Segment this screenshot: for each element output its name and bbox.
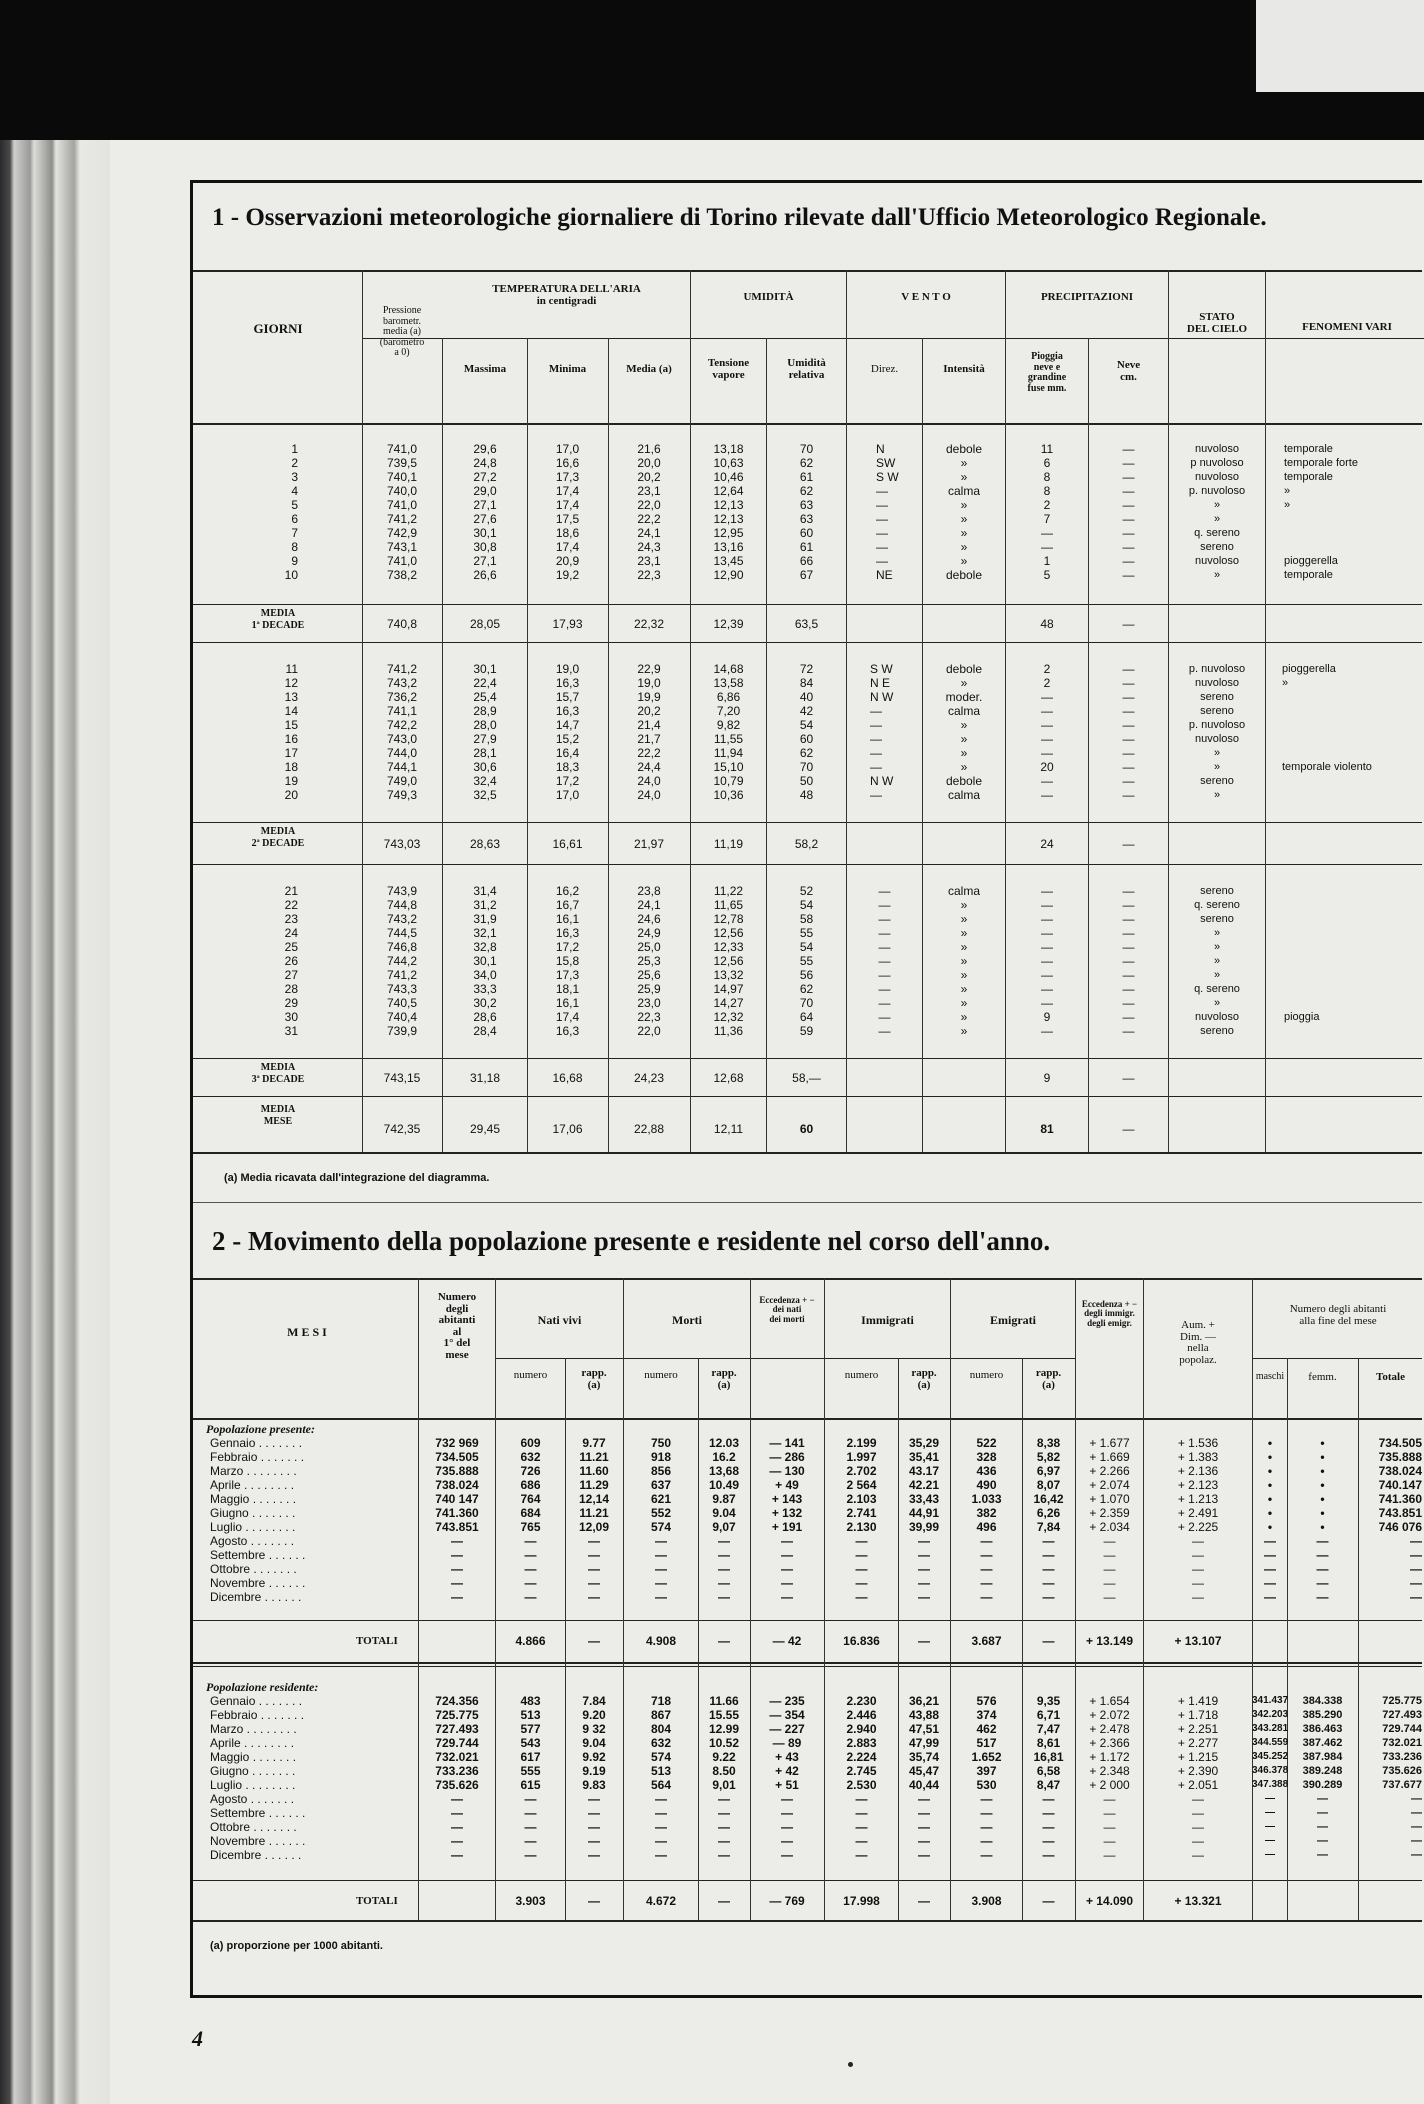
t1-media-mese-label: MEDIA MESE [260,1104,296,1127]
t1-dec3-minima: 16,2 16,7 16,1 16,3 17,2 15,8 17,3 18,1 16,1 17,4 16,3 [555,884,580,1038]
t2-presente-emigrati-numero: 522 328 436 490 1.033 382 496 — — — — — [971,1436,1002,1604]
t1-dec2-stato: p. nuvoloso nuvoloso sereno sereno p. nuvoloso nuvoloso » » sereno » [1188,663,1246,801]
t2-presente-eccedenza: — 141 — 286 — 130 + 49 + 143 + 132 + 191 — — — — — [769,1436,805,1604]
t1-media1-pioggia: 48 [1040,617,1054,631]
t1-dec3-direzione: — — — — — — — — — — — [878,884,891,1038]
t1-dec1-tensione: 13,18 10,63 10,46 12,64 12,13 12,13 12,95 13,16 13,45 12,90 [713,442,744,582]
t1-media2-umidita: 58,2 [794,837,819,851]
t1-dec2-direzione: S W N E N W — — — — — N W — [870,662,894,802]
t1-dec3-tensione: 11,22 11,65 12,78 12,56 12,33 12,56 13,32 14,97 14,27 12,32 11,36 [713,884,744,1038]
t1-media3-media: 24,23 [633,1071,665,1085]
t2-header-maschi: maschi [1255,1371,1285,1382]
t1-dec3-media: 23,8 24,1 24,6 24,9 25,0 25,3 25,6 25,9 23,0 22,3 22,0 [637,884,661,1038]
t1-rule [193,1058,1422,1059]
t2-residente-emigrati-numero: 576 374 462 517 1.652 397 530 — — — — — [971,1694,1002,1862]
t1-vrule [1265,270,1266,1152]
t2-header-eccedenza-nati: Eccedenza + − dei nati dei morti [759,1295,815,1324]
t2-residente-tot-aumento: + 13.321 [1174,1894,1222,1908]
t1-header-tensione: Tensione vapore [707,357,750,381]
t2-header-emigrati-numero: numero [969,1369,1004,1381]
t2-presente-aumento: + 1.536 + 1.383 + 2.136 + 2.123 + 1.213 + 2.491 + 2.225 — — — — — [1177,1436,1219,1604]
t1-dec2-giorni: 11 12 13 14 15 16 17 18 19 20 [284,662,298,802]
t1-dec1-stato: nuvoloso p nuvoloso nuvoloso p. nuvoloso » » q. sereno sereno nuvoloso » [1188,443,1246,581]
t1-vrule [362,270,363,1152]
scan-speck [848,2062,853,2067]
t2-presente-tot-morti-rapp: — [718,1634,730,1648]
t1-media3-pressione: 743,15 [383,1071,421,1085]
t2-presente-tot-eccedenza: — 42 [772,1634,802,1648]
t2-presente-emigrati-rapp: 8,38 5,82 6,97 8,07 16,42 6,26 7,84 — — — — — [1033,1436,1064,1604]
t1-dec1-intensita: debole » » calma » » » » » debole [945,442,983,582]
t2-rule [193,1666,1422,1667]
t2-header-morti: Morti [672,1313,702,1327]
t2-vrule [750,1278,751,1920]
t1-media1-minima: 17,93 [552,617,583,631]
t1-dec3-pressione: 743,9 744,8 743,2 744,5 746,8 744,2 741,2 743,3 740,5 740,4 739,9 [386,884,418,1038]
t2-residente-eccedenza: — 235 — 354 — 227 — 89 + 43 + 42 + 51 — — — — — [769,1694,805,1862]
t2-presente-nati-rapp: 9.77 11.21 11.60 11.29 12,14 11.21 12,09 — — — — — [578,1436,610,1604]
t2-header-immigrati-rapp: rapp. (a) [911,1367,937,1391]
t2-vrule [824,1278,825,1920]
t1-dec2-pressione: 741,2 743,2 736,2 741,1 742,2 743,0 744,0 744,1 749,0 749,3 [386,662,418,802]
t2-header-totale: Totale [1376,1371,1405,1383]
t2-header-nati-rapp: rapp. (a) [581,1367,607,1391]
t1-media3-umidita: 58,— [792,1071,821,1085]
t2-header-nati-vivi: Nati vivi [537,1313,582,1327]
t2-rule [193,1880,1422,1881]
t2-vrule [1075,1278,1076,1920]
t2-rule-header [193,1418,1422,1420]
t1-header-neve: Neve cm. [1116,359,1141,383]
t2-header-aumento: Aum. + Dim. — nella popolaz. [1179,1319,1217,1366]
t1-media3-tensione: 12,68 [713,1071,744,1085]
scan-dark-border [0,0,1424,140]
section-divider [193,1202,1422,1203]
t2-presente-femmine: • • • • • • • — — — — — [1316,1436,1329,1604]
t1-media1-neve: — [1122,617,1135,631]
t2-header-morti-numero: numero [644,1369,678,1381]
t2-residente-tot-immigrati-rapp: — [918,1894,930,1908]
t1-vrule [766,338,767,1152]
t2-rule-bottom [193,1920,1422,1922]
t2-presente-maschi: • • • • • • • — — — — — [1264,1436,1276,1604]
t2-header-eccedenza-immigrati: Eccedenza + − degli immigr. degli emigr. [1081,1299,1138,1328]
t2-residente-tot-immigrati: 17.998 [843,1894,880,1908]
t2-header-morti-rapp: rapp. (a) [711,1367,737,1391]
t2-presente-numero: 732 969 734.505 735.888 738.024 740 147 741.360 743.851 — — — — — [435,1436,479,1604]
t1-header-pressione: Pressione barometr. media (a) (barometro a 0) [379,305,425,358]
t1-media1-label: MEDIA 1ª DECADE [251,608,305,631]
t2-presente-nati-numero: 609 632 726 686 764 684 765 — — — — — [520,1436,541,1604]
t1-dec3-giorni: 21 22 23 24 25 26 27 28 29 30 31 [284,884,298,1038]
t1-dec3-umidita: 52 54 58 55 54 55 56 62 70 64 59 [799,884,814,1038]
t1-dec3-massima: 31,4 31,2 31,9 32,1 32,8 30,1 34,0 33,3 30,2 28,6 28,4 [473,884,497,1038]
t1-dec1-direzione: N SW S W — — — — — — NE [876,442,899,582]
t1-vrule [846,270,847,1152]
t2-residente-nati-numero: 483 513 577 543 617 555 615 — — — — — [520,1694,541,1862]
t1-dec2-umidita: 72 84 40 42 54 60 62 70 50 48 [799,662,814,802]
t1-dec2-media: 22,9 19,0 19,9 20,2 21,4 21,7 22,2 24,4 24,0 24,0 [637,662,661,802]
t1-media-mese-massima: 29,45 [469,1122,501,1136]
t2-presente-tot-eccedenza-imm: + 13.149 [1085,1634,1134,1648]
t1-media3-pioggia: 9 [1043,1071,1051,1085]
t1-dec2-tensione: 14,68 13,58 6,86 7,20 9,82 11,55 11,94 15,10 10,79 10,36 [713,662,744,802]
t1-media-mese-media: 22,88 [633,1122,665,1136]
t1-dec1-minima: 17,0 16,6 17,3 17,4 17,4 17,5 18,6 17,4 20,9 19,2 [555,442,580,582]
t1-media2-massima: 28,63 [469,837,501,851]
t2-header-nati-numero: numero [513,1369,548,1381]
t1-header-stato-cielo: STATO DEL CIELO [1186,311,1248,335]
t1-rule-top [193,270,1422,272]
t2-footnote: (a) proporzione per 1000 abitanti. [210,1940,383,1952]
t2-presente-tot-immigrati-rapp: — [918,1634,930,1648]
scan-paper-corner [1256,0,1424,92]
t1-rule [193,604,1422,605]
t2-vrule [495,1278,496,1920]
t2-presente-eccedenza-imm: + 1.677 + 1.669 + 2.266 + 2.074 + 1.070 + 2.359 + 2.034 — — — — — [1089,1436,1130,1604]
t1-dec1-pressione: 741,0 739,5 740,1 740,0 741,0 741,2 742,9 743,1 741,0 738,2 [386,442,418,582]
t1-rule [193,642,1422,643]
t1-header-giorni: GIORNI [253,321,303,336]
t1-header-fenomeni: FENOMENI VARI [1302,321,1392,333]
t2-subheader-rule [1252,1358,1422,1359]
t2-residente-eccedenza-imm: + 1.654 + 2.072 + 2.478 + 2.366 + 1.172 + 2.348 + 2 000 — — — — — [1089,1694,1130,1862]
t1-dec2-minima: 19,0 16,3 15,7 16,3 14,7 15,2 16,4 18,3 17,2 17,0 [555,662,580,802]
t1-media-mese-neve: — [1122,1122,1135,1136]
t1-media1-tensione: 12,39 [713,617,744,631]
t1-media-mese-pressione: 742,35 [383,1122,421,1136]
t2-residente-maschi: 341.437 342.203 343.281 344.559 345.252 346.378 347.388 — — — — — [1252,1695,1289,1860]
t2-presente-tot-nati-rapp: — [588,1634,600,1648]
t2-rule-top [193,1278,1422,1280]
t1-media1-massima: 28,05 [469,617,501,631]
t2-residente-tot-emigrati: 3.908 [971,1894,1002,1908]
t1-vrule [690,270,691,1152]
t1-media1-pressione: 740,8 [386,617,418,631]
t2-presente-immigrati-rapp: 35,29 35,41 43.17 42.21 33,43 44,91 39,99 — — — — — [908,1436,940,1604]
t1-rule [193,1096,1422,1097]
t2-residente-label: Popolazione residente: [206,1680,319,1694]
t1-rule-header [193,423,1422,425]
t2-presente-mesi: Gennaio . . . . . . . Febbraio . . . . . . . Marzo . . . . . . . . Aprile . . . . . . . . Maggio . . . . . . . Giugno . . . . . . . Luglio . . . . . . . . Agosto . . . . . . . Settembre . . . . . . Ottobre . . . . . . . Novembre . . . . . . Dicembre . . . . . . [210,1436,306,1604]
t2-presente-tot-emigrati: 3.687 [971,1634,1002,1648]
t1-media2-neve: — [1122,837,1135,851]
t2-presente-totale: 734.505 735.888 738.024 740.147 741.360 743.851 746 076 — — — — — [1378,1436,1422,1604]
t1-media1-umidita: 63,5 [794,617,819,631]
t2-header-immigrati-numero: numero [844,1369,879,1381]
t1-media-mese-pioggia: 81 [1040,1122,1054,1136]
t1-dec3-stato: sereno q. sereno sereno » » » » q. sereno » nuvoloso sereno [1194,885,1240,1037]
t2-rule [193,1662,1422,1664]
t1-header-intensita: Intensità [943,363,985,375]
t2-residente-tot-nati-rapp: — [588,1894,600,1908]
t2-header-fine-mese: Numero degli abitanti alla fine del mese [1289,1303,1387,1327]
t2-residente-emigrati-rapp: 9,35 6,71 7,47 8,61 16,81 6,58 8,47 — — — — — [1033,1694,1064,1862]
t1-media2-minima: 16,61 [552,837,583,851]
t1-dec1-media: 21,6 20,0 20,2 23,1 22,0 22,2 24,1 24,3 23,1 22,3 [637,442,661,582]
t1-media2-label: MEDIA 2ª DECADE [251,826,305,849]
t1-dec1-pioggia: 11 6 8 8 2 7 — — 1 5 [1040,442,1054,582]
t2-presente-morti-rapp: 12.03 16.2 13,68 10.49 9.87 9.04 9,07 — — — — — [708,1436,740,1604]
t1-vrule [922,338,923,1152]
t1-header-umidita: UMIDITÀ [743,291,794,303]
t1-header-umidita-relativa: Umidità relativa [787,357,826,381]
t1-media-mese-tensione: 12,11 [713,1122,744,1136]
t2-rule [193,1620,1422,1621]
t1-footnote: (a) Media ricavata dall'integrazione del diagramma. [224,1172,490,1184]
t2-residente-immigrati-numero: 2.230 2.446 2.940 2.883 2.224 2.745 2.530 — — — — — [846,1694,877,1862]
t1-header-precipitazioni: PRECIPITAZIONI [1040,291,1134,303]
t1-dec3-neve: — — — — — — — — — — — [1122,884,1135,1038]
t1-rule [193,864,1422,865]
t1-dec2-fenomeni: pioggerella » temporale violento [1282,663,1372,773]
t1-media2-pressione: 743,03 [383,837,421,851]
t1-header-direzione: Direz. [870,363,899,375]
t1-vrule [442,338,443,1152]
t2-presente-immigrati-numero: 2.199 1.997 2.702 2 564 2.103 2.741 2.130 — — — — — [846,1436,877,1604]
t1-media3-label: MEDIA 3ª DECADE [251,1062,305,1085]
t1-media2-media: 21,97 [633,837,665,851]
t2-header-femmine: femm. [1308,1371,1337,1383]
t1-media2-tensione: 11,19 [713,837,744,851]
t1-dec1-umidita: 70 62 61 62 63 63 60 61 66 67 [799,442,814,582]
t1-dec3-fenomeni: pioggia [1284,1011,1320,1023]
page-number: 4 [192,2026,203,2051]
t1-media2-pioggia: 24 [1040,837,1054,851]
t1-dec3-pioggia: — — — — — — — — — 9 — [1041,884,1053,1038]
t1-rule-bottom [193,1152,1422,1154]
t2-residente-tot-emigrati-rapp: — [1042,1894,1055,1908]
t2-header-mesi: M E S I [287,1325,327,1339]
t1-dec2-massima: 30,1 22,4 25,4 28,9 28,0 27,9 28,1 30,6 32,4 32,5 [473,662,497,802]
t2-header-immigrati: Immigrati [861,1313,914,1327]
t2-presente-tot-emigrati-rapp: — [1042,1634,1055,1648]
t1-dec2-neve: — — — — — — — — — — [1122,662,1135,802]
t1-media3-massima: 31,18 [469,1071,501,1085]
t2-subheader-rule [495,1358,1075,1359]
t2-presente-totali-label: TOTALI [356,1635,398,1647]
t1-vrule [1005,270,1006,1152]
t1-dec2-intensita: debole » moder. calma » » » » debole calma [945,662,983,802]
t2-presente-tot-morti: 4.908 [645,1634,677,1648]
t1-rule [193,822,1422,823]
t1-dec1-massima: 29,6 24,8 27,2 29,0 27,1 27,6 30,1 30,8 27,1 26,6 [473,442,497,582]
t1-vrule [1168,270,1169,1152]
t2-header-emigrati-rapp: rapp. (a) [1035,1367,1062,1391]
t2-header-emigrati: Emigrati [990,1313,1036,1327]
t2-presente-tot-immigrati: 16.836 [843,1634,880,1648]
t2-residente-femmine: 384.338 385.290 386.463 387.462 387.984 389.248 390.289 — — — — — [1302,1695,1343,1861]
t2-presente-morti-numero: 750 918 856 637 621 552 574 — — — — — [650,1436,672,1604]
t2-residente-mesi: Gennaio . . . . . . . Febbraio . . . . . . . Marzo . . . . . . . . Aprile . . . . . . . . Maggio . . . . . . . Giugno . . . . . . . Luglio . . . . . . . . Agosto . . . . . . . Settembre . . . . . . Ottobre . . . . . . . Novembre . . . . . . Dicembre . . . . . . [210,1694,306,1862]
t2-residente-tot-nati: 3.903 [515,1894,546,1908]
t1-dec3-intensita: calma » » » » » » » » » » [947,884,980,1038]
t2-presente-tot-nati: 4.866 [515,1634,546,1648]
t2-presente-tot-aumento: + 13.107 [1174,1634,1222,1648]
t1-media-mese-umidita: 60 [799,1122,814,1136]
t1-header-pioggia: Pioggia neve e grandine fuse mm. [1027,351,1067,394]
t1-dec1-giorni: 1 2 3 4 5 6 7 8 9 10 [284,442,298,582]
t2-residente-totali-label: TOTALI [356,1895,398,1907]
t2-presente-label: Popolazione presente: [206,1422,315,1436]
t2-residente-aumento: + 1.419 + 1.718 + 2.251 + 2.277 + 1.215 + 2.390 + 2.051 — — — — — [1177,1694,1219,1862]
t2-residente-morti-rapp: 11.66 15.55 12.99 10.52 9.22 8.50 9,01 — — — — — [708,1694,740,1862]
t1-media-mese-minima: 17,06 [552,1122,583,1136]
t2-residente-tot-morti-rapp: — [718,1894,730,1908]
t1-vrule [1088,338,1089,1152]
table1-title: 1 - Osservazioni meteorologiche giornaliere di Torino rilevate dall'Ufficio Meteorologico Regionale. [212,204,1267,231]
t2-residente-tot-eccedenza-imm: + 14.090 [1085,1894,1134,1908]
t2-residente-numero: 724.356 725.775 727.493 729.744 732.021 733.236 735.626 — — — — — [435,1694,479,1862]
t2-residente-totale: 725.775 727.493 729.744 732.021 733.236 735.626 737.677 — — — — — [1382,1695,1422,1861]
t1-dec1-fenomeni: temporale temporale forte temporale » » pioggerella temporale [1284,443,1358,581]
t1-media3-neve: — [1122,1071,1135,1085]
t1-header-massima: Massima [463,363,507,375]
t2-residente-nati-rapp: 7.84 9.20 9 32 9.04 9.92 9.19 9.83 — — — — — [582,1694,606,1862]
t2-residente-immigrati-rapp: 36,21 43,88 47,51 47,99 35,74 45,47 40,44 — — — — — [908,1694,940,1862]
table2-title: 2 - Movimento della popolazione presente e residente nel corso dell'anno. [212,1226,1051,1256]
t2-residente-morti-numero: 718 867 804 632 574 513 564 — — — — — [650,1694,672,1862]
t1-dec2-pioggia: 2 2 — — — — — 20 — — [1040,662,1054,802]
t1-media3-minima: 16,68 [552,1071,583,1085]
t1-header-temperatura: TEMPERATURA DELL'ARIA in centigradi [492,283,641,307]
t1-header-media: Media (a) [626,363,672,375]
t1-header-vento: V E N T O [901,291,951,303]
t2-vrule [950,1278,951,1920]
t2-header-numero-abitanti: Numero degli abitanti al 1° del mese [437,1291,477,1361]
t2-vrule [623,1278,624,1920]
t2-vrule [418,1278,419,1920]
t1-media1-media: 22,32 [633,617,665,631]
t1-header-minima: Minima [548,363,587,375]
t2-vrule [1143,1278,1144,1920]
t2-residente-tot-eccedenza: — 769 [769,1894,805,1908]
t1-dec1-neve: — — — — — — — — — — [1122,442,1135,582]
t2-residente-tot-morti: 4.672 [645,1894,677,1908]
